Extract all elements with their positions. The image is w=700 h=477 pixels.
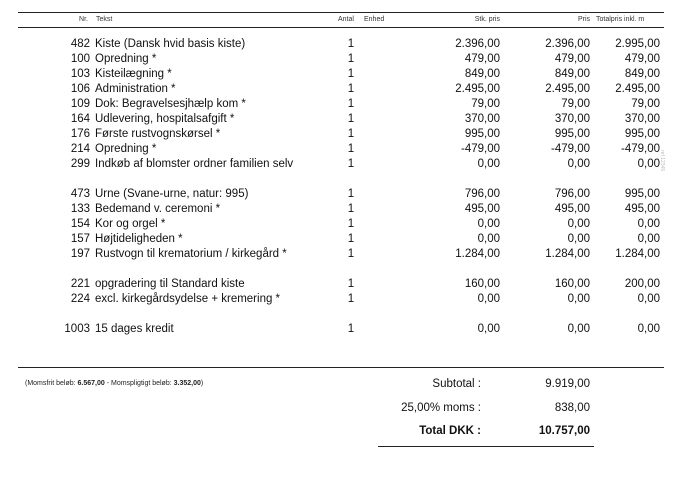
- row-total: 200,00: [624, 278, 660, 290]
- row-qty: 1: [347, 218, 355, 230]
- row-nr: 176: [70, 128, 90, 140]
- row-text: Dok: Begravelsesjhælp kom *: [95, 98, 246, 110]
- row-total: 0,00: [637, 218, 660, 230]
- row-nr: 299: [70, 158, 90, 170]
- row-qty: 1: [347, 38, 355, 50]
- row-text: Kiste (Dansk hvid basis kiste): [95, 38, 246, 50]
- row-total: 495,00: [624, 203, 660, 215]
- row-qty: 1: [347, 83, 355, 95]
- row-unit-price: 370,00: [464, 113, 500, 125]
- row-nr: 1003: [64, 323, 90, 335]
- row-nr: 224: [70, 293, 90, 305]
- row-unit-price: 160,00: [464, 278, 500, 290]
- row-price: 79,00: [561, 98, 590, 110]
- row-price: 1.284,00: [545, 248, 590, 260]
- row-total: 0,00: [637, 233, 660, 245]
- row-text: Første rustvognskørsel *: [95, 128, 221, 140]
- header-unit: Enhed: [364, 16, 385, 23]
- row-unit-price: 1.284,00: [455, 248, 500, 260]
- row-nr: 221: [70, 278, 90, 290]
- row-price: 0,00: [567, 218, 590, 230]
- row-qty: 1: [347, 53, 355, 65]
- row-qty: 1: [347, 323, 355, 335]
- header-nr: Nr.: [79, 16, 88, 23]
- row-price: 0,00: [567, 293, 590, 305]
- row-total: 2.995,00: [615, 38, 660, 50]
- row-nr: 482: [70, 38, 90, 50]
- row-nr: 473: [70, 188, 90, 200]
- row-total: 0,00: [637, 323, 660, 335]
- row-qty: 1: [347, 98, 355, 110]
- row-price: 2.396,00: [545, 38, 590, 50]
- row-nr: 157: [70, 233, 90, 245]
- row-text: Opredning *: [95, 143, 157, 155]
- row-unit-price: 0,00: [477, 158, 500, 170]
- header-total-incl: Totalpris inkl. m: [596, 16, 645, 23]
- total-label: Total DKK :: [419, 425, 481, 437]
- vat-liable-label: - Momspligtigt beløb:: [104, 380, 174, 387]
- row-text: Opredning *: [95, 53, 157, 65]
- row-unit-price: 849,00: [464, 68, 500, 80]
- row-text: Kisteilægning *: [95, 68, 172, 80]
- row-price: 160,00: [554, 278, 590, 290]
- row-qty: 1: [347, 68, 355, 80]
- row-price: 0,00: [567, 233, 590, 245]
- vat-free-value: 6.567,00: [77, 380, 105, 387]
- row-price: 0,00: [567, 158, 590, 170]
- row-qty: 1: [347, 233, 355, 245]
- row-text: Administration *: [95, 83, 176, 95]
- row-unit-price: 0,00: [477, 323, 500, 335]
- row-text: Indkøb af blomster ordner familien selv: [95, 158, 294, 170]
- top-rule: [18, 12, 664, 13]
- row-unit-price: 2.396,00: [455, 38, 500, 50]
- row-qty: 1: [347, 248, 355, 260]
- row-nr: 197: [70, 248, 90, 260]
- row-qty: 1: [347, 203, 355, 215]
- header-text: Tekst: [96, 16, 113, 23]
- row-qty: 1: [347, 128, 355, 140]
- row-nr: 214: [70, 143, 90, 155]
- row-qty: 1: [347, 143, 355, 155]
- row-nr: 154: [70, 218, 90, 230]
- row-text: Urne (Svane-urne, natur: 995): [95, 188, 249, 200]
- row-price: -479,00: [550, 143, 590, 155]
- row-price: 995,00: [554, 128, 590, 140]
- row-unit-price: 79,00: [471, 98, 500, 110]
- row-total: 479,00: [624, 53, 660, 65]
- side-text: ref 12345: [659, 150, 665, 172]
- row-text: opgradering til Standard kiste: [95, 278, 245, 290]
- row-nr: 133: [70, 203, 90, 215]
- vat-liable-value: 3.352,00: [173, 380, 201, 387]
- row-total: 995,00: [624, 128, 660, 140]
- row-text: Bedemand v. ceremoni *: [95, 203, 221, 215]
- row-total: 849,00: [624, 68, 660, 80]
- row-total: -479,00: [620, 143, 660, 155]
- header-qty: Antal: [338, 16, 354, 23]
- row-unit-price: 495,00: [464, 203, 500, 215]
- vat-value: 838,00: [554, 402, 590, 414]
- row-price: 849,00: [554, 68, 590, 80]
- subtotal-value: 9.919,00: [545, 378, 590, 390]
- header-rule: [18, 27, 664, 28]
- table-bottom-rule: [18, 367, 664, 368]
- header-price: Pris: [577, 16, 590, 23]
- vat-note: [25, 380, 203, 387]
- row-text: Udlevering, hospitalsafgift *: [95, 113, 235, 125]
- row-nr: 106: [70, 83, 90, 95]
- row-unit-price: 479,00: [464, 53, 500, 65]
- row-qty: 1: [347, 158, 355, 170]
- row-nr: 109: [70, 98, 90, 110]
- total-value: 10.757,00: [538, 425, 590, 437]
- row-qty: 1: [347, 278, 355, 290]
- total-rule: [378, 446, 594, 447]
- row-price: 495,00: [554, 203, 590, 215]
- row-unit-price: 796,00: [464, 188, 500, 200]
- row-price: 370,00: [554, 113, 590, 125]
- row-text: Rustvogn til krematorium / kirkegård *: [95, 248, 287, 260]
- row-total: 0,00: [637, 293, 660, 305]
- row-text: Højtideligheden *: [95, 233, 183, 245]
- row-unit-price: 995,00: [464, 128, 500, 140]
- vat-free-label: (Momsfrit beløb:: [25, 380, 78, 387]
- row-unit-price: -479,00: [460, 143, 500, 155]
- row-qty: 1: [347, 188, 355, 200]
- row-unit-price: 2.495,00: [455, 83, 500, 95]
- row-total: 370,00: [624, 113, 660, 125]
- row-text: 15 dages kredit: [95, 323, 174, 335]
- row-total: 79,00: [631, 98, 660, 110]
- row-text: Kor og orgel *: [95, 218, 166, 230]
- row-price: 479,00: [554, 53, 590, 65]
- row-unit-price: 0,00: [477, 218, 500, 230]
- row-price: 2.495,00: [545, 83, 590, 95]
- row-qty: 1: [347, 113, 355, 125]
- row-unit-price: 0,00: [477, 233, 500, 245]
- row-total: 0,00: [637, 158, 660, 170]
- row-nr: 100: [70, 53, 90, 65]
- row-unit-price: 0,00: [477, 293, 500, 305]
- row-nr: 103: [70, 68, 90, 80]
- row-price: 796,00: [554, 188, 590, 200]
- row-price: 0,00: [567, 323, 590, 335]
- header-unit-price: Stk. pris: [474, 16, 500, 23]
- row-text: excl. kirkegårdsydelse + kremering *: [95, 293, 281, 305]
- vat-label: 25,00% moms :: [401, 402, 481, 414]
- subtotal-label: Subtotal :: [432, 378, 481, 390]
- row-total: 995,00: [624, 188, 660, 200]
- row-total: 1.284,00: [615, 248, 660, 260]
- vat-note-close: ): [200, 380, 204, 387]
- row-nr: 164: [70, 113, 90, 125]
- row-qty: 1: [347, 293, 355, 305]
- row-total: 2.495,00: [615, 83, 660, 95]
